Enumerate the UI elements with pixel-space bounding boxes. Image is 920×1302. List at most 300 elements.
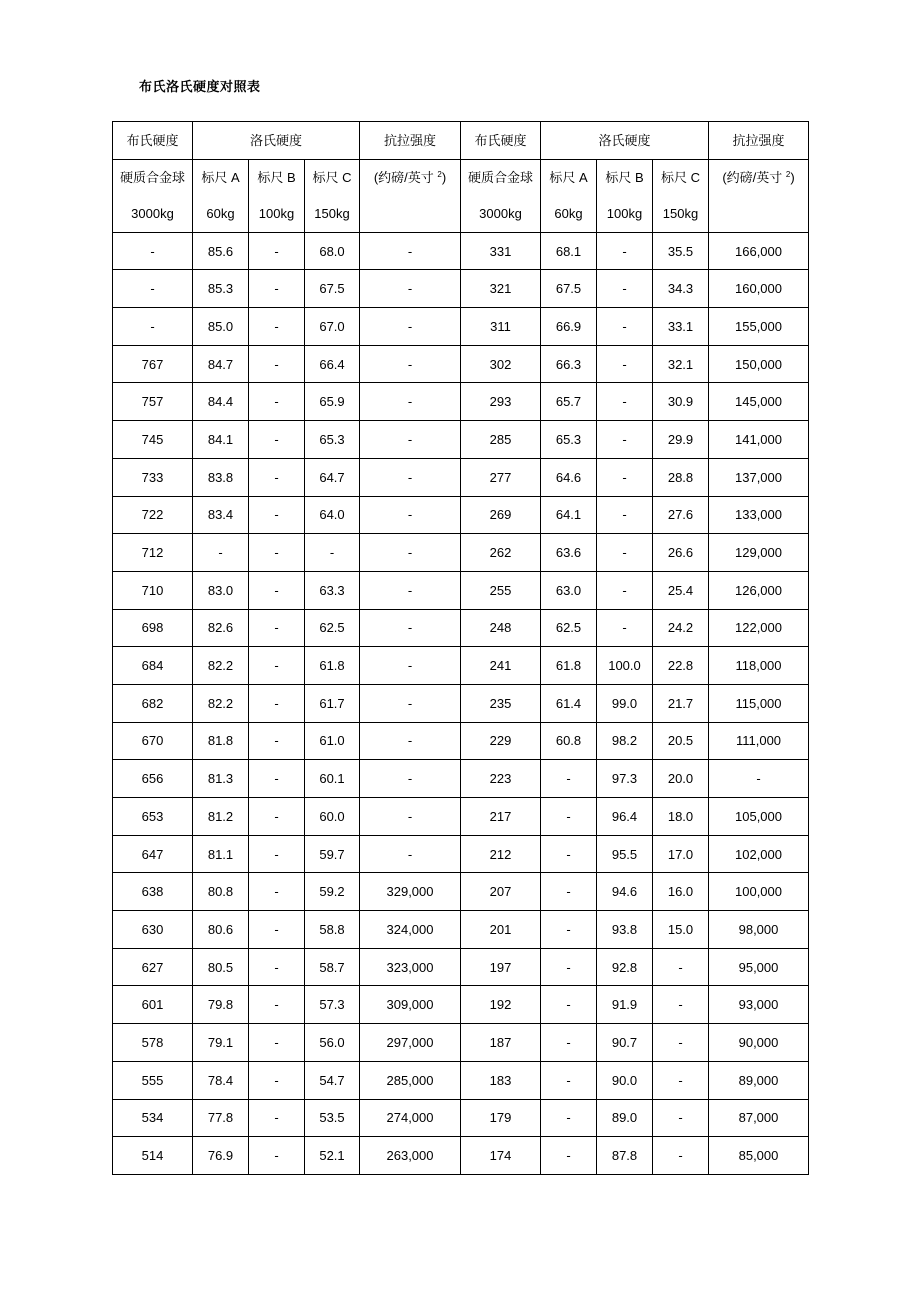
cell-tensile: -: [360, 308, 461, 346]
table-row: [113, 571, 809, 609]
cell-scale-c-2: -: [653, 1024, 709, 1062]
cell-scale-a-2: -: [541, 986, 597, 1024]
cell-tensile: -: [360, 684, 461, 722]
cell-scale-c: 67.5: [305, 270, 360, 308]
cell-scale-c: 53.5: [305, 1099, 360, 1137]
cell-scale-c-2: 20.5: [653, 722, 709, 760]
cell-scale-a: 84.4: [193, 383, 249, 421]
cell-brinell-2: 197: [461, 948, 541, 986]
cell-scale-a: 85.3: [193, 270, 249, 308]
table-row: [113, 609, 809, 647]
cell-brinell-2: 207: [461, 873, 541, 911]
cell-scale-c-2: 15.0: [653, 911, 709, 949]
header-load-a-right: 60kg: [541, 196, 597, 233]
cell-scale-a: 80.8: [193, 873, 249, 911]
cell-brinell: 710: [113, 571, 193, 609]
cell-scale-c-2: 18.0: [653, 798, 709, 836]
cell-tensile: 297,000: [360, 1024, 461, 1062]
cell-brinell-2: 248: [461, 609, 541, 647]
cell-brinell-2: 212: [461, 835, 541, 873]
cell-scale-a-2: 61.4: [541, 684, 597, 722]
cell-tensile-2: 85,000: [709, 1137, 809, 1175]
header-row-loads: [113, 196, 809, 233]
cell-scale-b-2: 90.7: [597, 1024, 653, 1062]
cell-scale-b: -: [249, 1137, 305, 1175]
cell-scale-c: 56.0: [305, 1024, 360, 1062]
cell-scale-c-2: -: [653, 1137, 709, 1175]
cell-tensile: -: [360, 798, 461, 836]
cell-scale-c-2: 29.9: [653, 421, 709, 459]
cell-scale-a: 76.9: [193, 1137, 249, 1175]
cell-scale-b: -: [249, 571, 305, 609]
cell-scale-b: -: [249, 873, 305, 911]
cell-tensile: -: [360, 270, 461, 308]
cell-scale-b: -: [249, 986, 305, 1024]
cell-scale-a: 80.5: [193, 948, 249, 986]
cell-scale-b: -: [249, 232, 305, 270]
cell-brinell: 656: [113, 760, 193, 798]
cell-scale-c: 59.7: [305, 835, 360, 873]
cell-scale-b: -: [249, 1024, 305, 1062]
cell-brinell-2: 321: [461, 270, 541, 308]
cell-scale-a: 82.2: [193, 647, 249, 685]
cell-tensile-2: -: [709, 760, 809, 798]
cell-scale-a: 85.6: [193, 232, 249, 270]
cell-scale-b-2: 91.9: [597, 986, 653, 1024]
cell-brinell: 745: [113, 421, 193, 459]
cell-scale-a: 81.1: [193, 835, 249, 873]
cell-scale-c: 61.8: [305, 647, 360, 685]
cell-scale-a: 81.3: [193, 760, 249, 798]
cell-tensile-2: 126,000: [709, 571, 809, 609]
cell-brinell-2: 235: [461, 684, 541, 722]
cell-tensile-2: 155,000: [709, 308, 809, 346]
header-row-scales: [113, 159, 809, 196]
cell-scale-b: -: [249, 534, 305, 572]
header-rockwell-right: 洛氏硬度: [541, 122, 709, 160]
cell-tensile: -: [360, 722, 461, 760]
cell-scale-a: 82.6: [193, 609, 249, 647]
cell-tensile-2: 87,000: [709, 1099, 809, 1137]
header-load-b-left: 100kg: [249, 196, 305, 233]
cell-scale-b-2: -: [597, 458, 653, 496]
cell-scale-a-2: 63.0: [541, 571, 597, 609]
cell-scale-c-2: 20.0: [653, 760, 709, 798]
header-brinell-right: 布氏硬度: [461, 122, 541, 160]
cell-tensile: -: [360, 571, 461, 609]
table-row: [113, 948, 809, 986]
cell-brinell-2: 201: [461, 911, 541, 949]
cell-brinell: 638: [113, 873, 193, 911]
cell-scale-b: -: [249, 835, 305, 873]
cell-brinell: 534: [113, 1099, 193, 1137]
cell-scale-b: -: [249, 458, 305, 496]
cell-scale-c-2: -: [653, 1099, 709, 1137]
cell-scale-c-2: 26.6: [653, 534, 709, 572]
cell-scale-a-2: -: [541, 835, 597, 873]
cell-tensile-2: 105,000: [709, 798, 809, 836]
cell-scale-a: 84.1: [193, 421, 249, 459]
cell-brinell: 767: [113, 345, 193, 383]
cell-scale-c: 68.0: [305, 232, 360, 270]
cell-scale-b-2: -: [597, 534, 653, 572]
cell-brinell-2: 179: [461, 1099, 541, 1137]
cell-brinell-2: 269: [461, 496, 541, 534]
cell-brinell-2: 192: [461, 986, 541, 1024]
table-row: [113, 458, 809, 496]
cell-scale-a: 83.4: [193, 496, 249, 534]
cell-tensile-2: 98,000: [709, 911, 809, 949]
cell-scale-c: 58.7: [305, 948, 360, 986]
table-row: [113, 345, 809, 383]
cell-brinell-2: 262: [461, 534, 541, 572]
cell-scale-a-2: -: [541, 948, 597, 986]
cell-scale-c-2: 33.1: [653, 308, 709, 346]
cell-tensile: -: [360, 835, 461, 873]
header-scale-c-left: 标尺 C: [305, 159, 360, 196]
cell-scale-c-2: 21.7: [653, 684, 709, 722]
cell-brinell: 722: [113, 496, 193, 534]
header-scale-a-right: 标尺 A: [541, 159, 597, 196]
table-row: [113, 986, 809, 1024]
cell-scale-b: -: [249, 270, 305, 308]
cell-scale-a: -: [193, 534, 249, 572]
table-row: [113, 1137, 809, 1175]
cell-scale-c-2: 30.9: [653, 383, 709, 421]
header-rockwell-left: 洛氏硬度: [193, 122, 360, 160]
cell-scale-b: -: [249, 722, 305, 760]
cell-tensile-2: 145,000: [709, 383, 809, 421]
cell-tensile-2: 102,000: [709, 835, 809, 873]
cell-scale-c: 58.8: [305, 911, 360, 949]
cell-scale-b-2: 94.6: [597, 873, 653, 911]
cell-tensile-2: 100,000: [709, 873, 809, 911]
cell-brinell-2: 183: [461, 1061, 541, 1099]
cell-scale-b: -: [249, 345, 305, 383]
cell-tensile: 274,000: [360, 1099, 461, 1137]
cell-scale-a-2: 63.6: [541, 534, 597, 572]
cell-brinell: 601: [113, 986, 193, 1024]
cell-scale-b-2: 97.3: [597, 760, 653, 798]
cell-scale-b-2: -: [597, 308, 653, 346]
cell-scale-c-2: 22.8: [653, 647, 709, 685]
header-brinell-load-right: 3000kg: [461, 196, 541, 233]
cell-scale-b: -: [249, 760, 305, 798]
cell-tensile: -: [360, 609, 461, 647]
cell-scale-a: 83.8: [193, 458, 249, 496]
cell-scale-a-2: 66.9: [541, 308, 597, 346]
header-row-main: [113, 122, 809, 160]
cell-tensile: 329,000: [360, 873, 461, 911]
cell-scale-c: 54.7: [305, 1061, 360, 1099]
cell-scale-a: 84.7: [193, 345, 249, 383]
cell-tensile-2: 137,000: [709, 458, 809, 496]
cell-scale-c: 66.4: [305, 345, 360, 383]
cell-scale-a-2: -: [541, 1137, 597, 1175]
table-row: [113, 534, 809, 572]
cell-scale-b-2: -: [597, 421, 653, 459]
cell-scale-a: 81.2: [193, 798, 249, 836]
cell-scale-b: -: [249, 496, 305, 534]
document-title: 布氏洛氏硬度对照表: [139, 79, 261, 94]
header-load-a-left: 60kg: [193, 196, 249, 233]
cell-tensile-2: 93,000: [709, 986, 809, 1024]
cell-brinell: 670: [113, 722, 193, 760]
cell-scale-c: 57.3: [305, 986, 360, 1024]
cell-brinell-2: 217: [461, 798, 541, 836]
cell-tensile-2: 166,000: [709, 232, 809, 270]
cell-brinell-2: 293: [461, 383, 541, 421]
cell-brinell: 684: [113, 647, 193, 685]
cell-scale-a-2: -: [541, 1099, 597, 1137]
cell-scale-a-2: -: [541, 873, 597, 911]
cell-scale-a-2: -: [541, 1024, 597, 1062]
cell-scale-b: -: [249, 1061, 305, 1099]
cell-brinell: 733: [113, 458, 193, 496]
header-brinell-load-left: 3000kg: [113, 196, 193, 233]
cell-scale-a: 83.0: [193, 571, 249, 609]
cell-tensile-2: 150,000: [709, 345, 809, 383]
cell-brinell: 514: [113, 1137, 193, 1175]
cell-scale-b-2: -: [597, 345, 653, 383]
table-row: [113, 383, 809, 421]
cell-scale-a: 79.8: [193, 986, 249, 1024]
cell-scale-c: 64.7: [305, 458, 360, 496]
table-row: [113, 1061, 809, 1099]
cell-scale-b-2: 87.8: [597, 1137, 653, 1175]
cell-scale-c: 64.0: [305, 496, 360, 534]
cell-brinell-2: 223: [461, 760, 541, 798]
cell-scale-a: 80.6: [193, 911, 249, 949]
cell-tensile-2: 141,000: [709, 421, 809, 459]
cell-scale-a-2: 61.8: [541, 647, 597, 685]
cell-tensile-2: 133,000: [709, 496, 809, 534]
cell-scale-b-2: -: [597, 571, 653, 609]
cell-brinell-2: 174: [461, 1137, 541, 1175]
cell-brinell-2: 331: [461, 232, 541, 270]
cell-scale-c-2: 16.0: [653, 873, 709, 911]
cell-tensile-2: 90,000: [709, 1024, 809, 1062]
cell-scale-b: -: [249, 421, 305, 459]
header-scale-b-right: 标尺 B: [597, 159, 653, 196]
cell-scale-c: 59.2: [305, 873, 360, 911]
hardness-conversion-table: [112, 121, 809, 1175]
table-row: [113, 1024, 809, 1062]
cell-tensile: -: [360, 647, 461, 685]
table-row: [113, 873, 809, 911]
cell-scale-c: 65.9: [305, 383, 360, 421]
cell-tensile: 324,000: [360, 911, 461, 949]
cell-scale-c: 67.0: [305, 308, 360, 346]
cell-tensile-2: 111,000: [709, 722, 809, 760]
cell-scale-b-2: 100.0: [597, 647, 653, 685]
cell-tensile-2: 115,000: [709, 684, 809, 722]
cell-scale-c-2: 35.5: [653, 232, 709, 270]
cell-tensile-2: 129,000: [709, 534, 809, 572]
cell-brinell: -: [113, 270, 193, 308]
cell-tensile-2: 160,000: [709, 270, 809, 308]
cell-brinell: 630: [113, 911, 193, 949]
cell-tensile-2: 122,000: [709, 609, 809, 647]
cell-tensile: 263,000: [360, 1137, 461, 1175]
cell-scale-a: 77.8: [193, 1099, 249, 1137]
cell-scale-b-2: 89.0: [597, 1099, 653, 1137]
header-tensile-unit-left: (约磅/英寸 $^2$): [360, 159, 461, 196]
cell-scale-a: 79.1: [193, 1024, 249, 1062]
cell-scale-c: 60.0: [305, 798, 360, 836]
cell-scale-c-2: 24.2: [653, 609, 709, 647]
cell-scale-c-2: -: [653, 1061, 709, 1099]
table-row: [113, 835, 809, 873]
cell-brinell: 698: [113, 609, 193, 647]
cell-brinell-2: 302: [461, 345, 541, 383]
cell-tensile-2: 95,000: [709, 948, 809, 986]
cell-brinell-2: 277: [461, 458, 541, 496]
table-row: [113, 647, 809, 685]
table-row: [113, 308, 809, 346]
cell-brinell: 653: [113, 798, 193, 836]
cell-scale-c-2: 32.1: [653, 345, 709, 383]
table-row: [113, 1099, 809, 1137]
cell-brinell: 757: [113, 383, 193, 421]
table-row: [113, 270, 809, 308]
cell-scale-a-2: -: [541, 798, 597, 836]
cell-scale-c-2: 25.4: [653, 571, 709, 609]
cell-brinell: 627: [113, 948, 193, 986]
cell-scale-b-2: -: [597, 232, 653, 270]
cell-tensile-2: 118,000: [709, 647, 809, 685]
header-brinell-left: 布氏硬度: [113, 122, 193, 160]
cell-brinell-2: 241: [461, 647, 541, 685]
header-tensile-unit-right: (约磅/英寸 $^2$): [709, 159, 809, 196]
cell-scale-c: 61.7: [305, 684, 360, 722]
cell-tensile-2: 89,000: [709, 1061, 809, 1099]
cell-scale-b-2: -: [597, 270, 653, 308]
cell-scale-b-2: 96.4: [597, 798, 653, 836]
cell-scale-c-2: -: [653, 986, 709, 1024]
cell-tensile: -: [360, 458, 461, 496]
table-row: [113, 911, 809, 949]
cell-brinell: 578: [113, 1024, 193, 1062]
header-scale-c-right: 标尺 C: [653, 159, 709, 196]
table-row: [113, 232, 809, 270]
cell-scale-b-2: 98.2: [597, 722, 653, 760]
cell-scale-b-2: 95.5: [597, 835, 653, 873]
header-tensile-right: 抗拉强度: [709, 122, 809, 160]
header-tensile-blank-right: [709, 196, 809, 233]
cell-brinell: -: [113, 232, 193, 270]
cell-brinell: 682: [113, 684, 193, 722]
cell-scale-b-2: 99.0: [597, 684, 653, 722]
table-row: [113, 760, 809, 798]
cell-scale-a-2: 67.5: [541, 270, 597, 308]
cell-scale-b-2: -: [597, 383, 653, 421]
cell-scale-c: 65.3: [305, 421, 360, 459]
cell-tensile: -: [360, 534, 461, 572]
cell-scale-c-2: 17.0: [653, 835, 709, 873]
cell-scale-c-2: 27.6: [653, 496, 709, 534]
cell-scale-b: -: [249, 383, 305, 421]
cell-scale-c-2: 28.8: [653, 458, 709, 496]
cell-brinell-2: 187: [461, 1024, 541, 1062]
cell-scale-a-2: 68.1: [541, 232, 597, 270]
header-brinell-ball-right: 硬质合金球: [461, 159, 541, 196]
cell-brinell-2: 285: [461, 421, 541, 459]
cell-scale-b: -: [249, 1099, 305, 1137]
table-row: [113, 798, 809, 836]
header-scale-b-left: 标尺 B: [249, 159, 305, 196]
cell-scale-b-2: 92.8: [597, 948, 653, 986]
table-row: [113, 496, 809, 534]
table-row: [113, 684, 809, 722]
header-load-c-left: 150kg: [305, 196, 360, 233]
table-row: [113, 421, 809, 459]
cell-scale-c: 63.3: [305, 571, 360, 609]
cell-scale-c: 60.1: [305, 760, 360, 798]
cell-scale-c: 61.0: [305, 722, 360, 760]
cell-tensile: -: [360, 345, 461, 383]
cell-tensile: -: [360, 421, 461, 459]
cell-scale-b: -: [249, 911, 305, 949]
cell-scale-c-2: 34.3: [653, 270, 709, 308]
cell-scale-a: 85.0: [193, 308, 249, 346]
cell-scale-c: 52.1: [305, 1137, 360, 1175]
cell-scale-b: -: [249, 684, 305, 722]
cell-scale-a-2: 65.3: [541, 421, 597, 459]
cell-tensile: -: [360, 496, 461, 534]
cell-brinell: -: [113, 308, 193, 346]
cell-brinell: 555: [113, 1061, 193, 1099]
cell-scale-a-2: 62.5: [541, 609, 597, 647]
cell-tensile: 323,000: [360, 948, 461, 986]
header-load-c-right: 150kg: [653, 196, 709, 233]
cell-tensile: 285,000: [360, 1061, 461, 1099]
cell-scale-a-2: -: [541, 911, 597, 949]
cell-scale-a-2: 60.8: [541, 722, 597, 760]
header-brinell-ball-left: 硬质合金球: [113, 159, 193, 196]
header-tensile-blank-left: [360, 196, 461, 233]
cell-scale-a-2: 64.6: [541, 458, 597, 496]
cell-tensile: -: [360, 232, 461, 270]
cell-scale-b-2: -: [597, 496, 653, 534]
cell-scale-a-2: -: [541, 1061, 597, 1099]
cell-scale-a: 81.8: [193, 722, 249, 760]
cell-brinell-2: 229: [461, 722, 541, 760]
cell-scale-b: -: [249, 609, 305, 647]
table-row: [113, 722, 809, 760]
cell-brinell: 712: [113, 534, 193, 572]
header-tensile-left: 抗拉强度: [360, 122, 461, 160]
cell-brinell-2: 255: [461, 571, 541, 609]
table-body: [113, 232, 809, 1174]
cell-scale-b-2: 93.8: [597, 911, 653, 949]
cell-scale-b: -: [249, 798, 305, 836]
cell-scale-b: -: [249, 647, 305, 685]
cell-scale-a: 78.4: [193, 1061, 249, 1099]
cell-scale-b: -: [249, 308, 305, 346]
cell-scale-b-2: -: [597, 609, 653, 647]
header-load-b-right: 100kg: [597, 196, 653, 233]
cell-scale-c-2: -: [653, 948, 709, 986]
cell-scale-a: 82.2: [193, 684, 249, 722]
cell-tensile: -: [360, 383, 461, 421]
cell-scale-b-2: 90.0: [597, 1061, 653, 1099]
cell-scale-c: -: [305, 534, 360, 572]
cell-scale-a-2: 66.3: [541, 345, 597, 383]
cell-scale-b: -: [249, 948, 305, 986]
cell-scale-a-2: -: [541, 760, 597, 798]
cell-tensile: 309,000: [360, 986, 461, 1024]
